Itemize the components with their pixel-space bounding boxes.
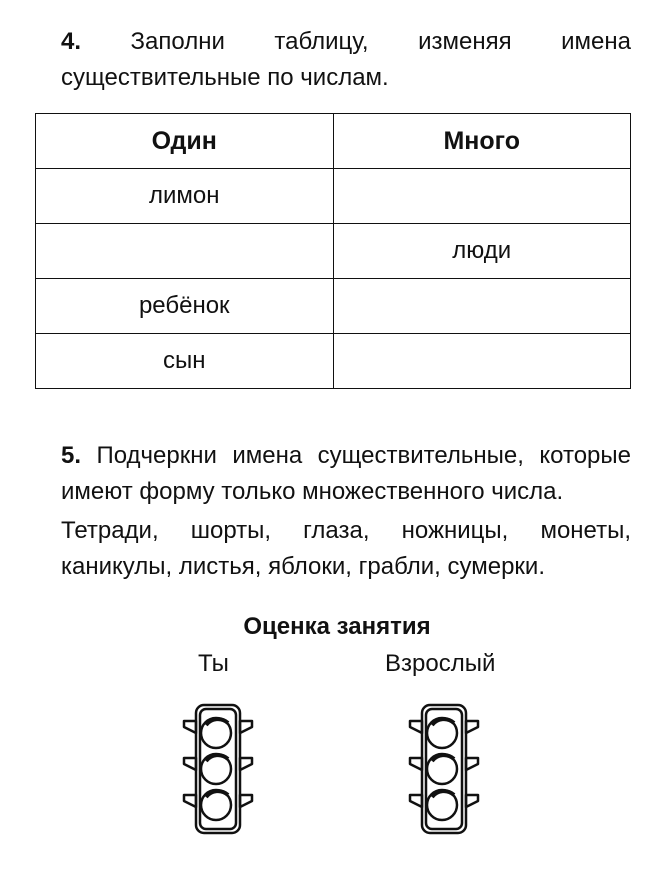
cell-one[interactable]: лимон [36, 169, 334, 224]
task-5-text: Подчеркни имена существительные, которые имеют форму только множественного числа. [61, 442, 631, 505]
rating-you-label: Ты [198, 650, 229, 677]
task-5-words[interactable]: Тетради, шорты, глаза, ножницы, монеты, каникулы, листья, яблоки, грабли, сумерки. [61, 517, 631, 580]
cell-many[interactable] [333, 279, 631, 334]
cell-many[interactable] [333, 334, 631, 389]
table-row [36, 279, 631, 334]
cell-one[interactable]: сын [36, 334, 334, 389]
table-row [36, 224, 631, 279]
task-4 [61, 24, 631, 96]
header-one: Один [36, 114, 334, 169]
cell-many[interactable] [333, 169, 631, 224]
cell-one[interactable]: ребёнок [36, 279, 334, 334]
rating-adult-label: Взрослый [385, 650, 496, 677]
traffic-light-icon[interactable] [178, 703, 258, 839]
task-4-text: Заполни таблицу, изменяя имена существительные по числам. [61, 28, 631, 91]
table-header-row [36, 114, 631, 169]
noun-number-table [35, 113, 631, 389]
cell-many[interactable]: люди [333, 224, 631, 279]
task-4-number: 4. [61, 28, 82, 55]
table-row [36, 334, 631, 389]
traffic-light-icon[interactable] [404, 703, 484, 839]
header-many: Много [333, 114, 631, 169]
table-row [36, 169, 631, 224]
cell-one[interactable] [36, 224, 334, 279]
task-5 [61, 438, 631, 510]
task-5-number: 5. [61, 442, 82, 469]
rating-title: Оценка занятия [243, 613, 431, 640]
